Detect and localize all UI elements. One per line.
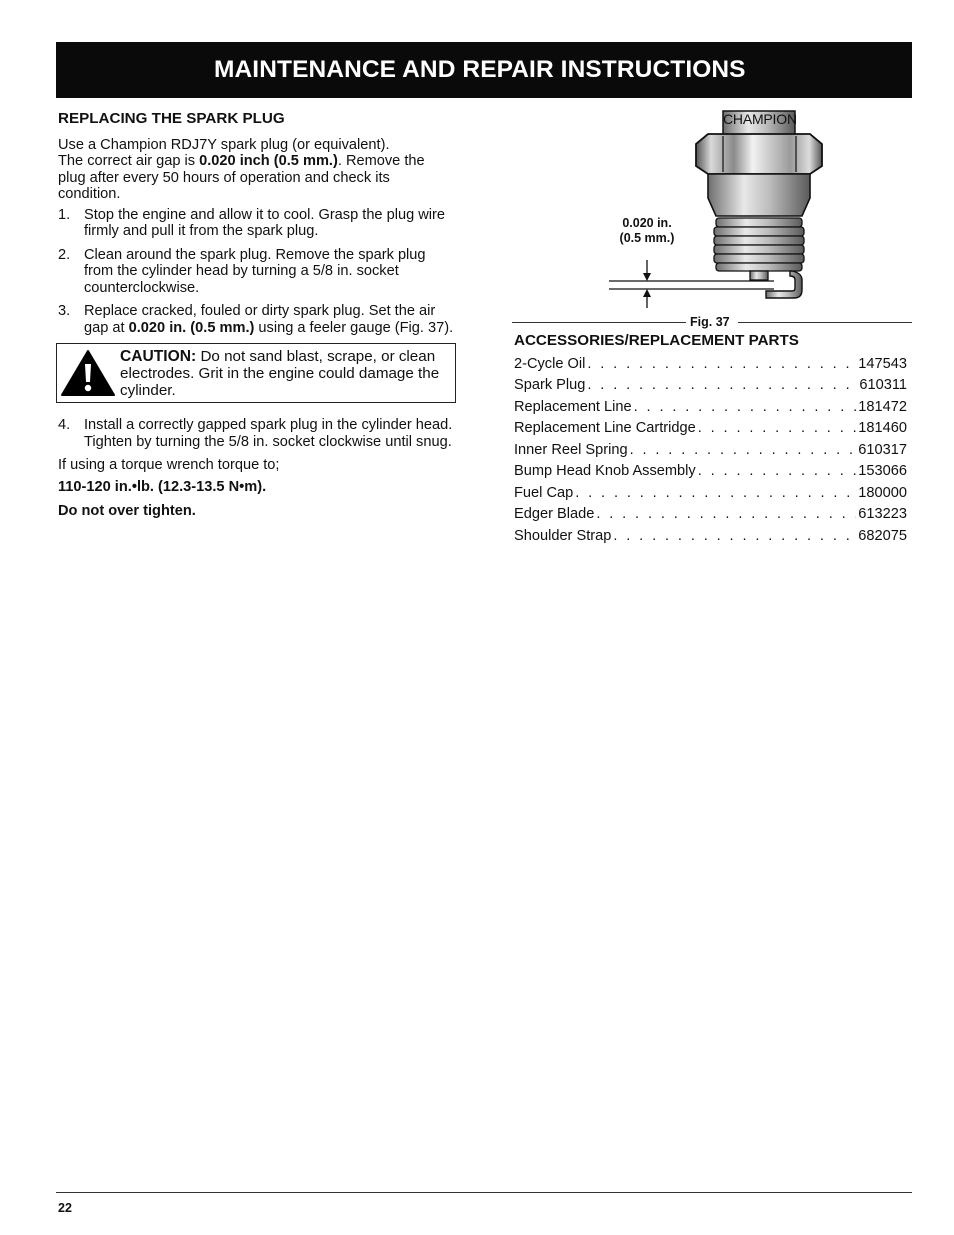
part-row: [514, 377, 907, 399]
dot-leader: [587, 377, 857, 394]
part-number: 181472: [858, 398, 907, 415]
dot-leader: [634, 399, 857, 416]
torque-intro: If using a torque wrench torque to;: [58, 457, 280, 473]
part-row: [514, 528, 907, 550]
step-text: Clean around the spark plug. Remove the spark plug from the cylinder head by turning a 5/8 in. socket counterclockwise.: [84, 246, 426, 296]
page-number: 22: [58, 1201, 72, 1215]
parts-title: ACCESSORIES/REPLACEMENT PARTS: [514, 332, 799, 349]
part-name: Replacement Line: [514, 398, 632, 415]
part-name: 2-Cycle Oil: [514, 355, 586, 372]
step-number: 1.: [58, 206, 71, 223]
part-name: Edger Blade: [514, 506, 595, 522]
part-number: 610311: [859, 377, 907, 393]
part-number: 153066: [858, 463, 907, 479]
part-row: [514, 463, 907, 485]
dot-leader: [596, 506, 856, 523]
spark-plug-section: [58, 111, 456, 520]
steps-list-continued: [58, 417, 456, 450]
part-row: [514, 485, 907, 507]
step-text-a: Replace cracked, fouled or dirty spark plug. Set the air gap at: [84, 303, 436, 336]
step-number: 2.: [58, 246, 71, 263]
intro-text-c: . Remove the plug after every 50 hours of operation and check its condition.: [58, 153, 425, 202]
torque-value: 110-120 in.•lb. (12.3-13.5 N•m).: [58, 478, 267, 495]
step-text-c: using a feeler gauge (Fig. 37).: [254, 319, 454, 336]
part-number: 613223: [858, 506, 907, 522]
caption-rule-left: [512, 322, 686, 323]
dot-leader: [630, 442, 857, 459]
part-number: 147543: [858, 355, 907, 372]
part-number: 181460: [858, 420, 907, 436]
part-number: 180000: [858, 484, 907, 501]
step-gap-value: 0.020 in. (0.5 mm.): [128, 319, 255, 336]
caution-label: CAUTION:: [120, 348, 197, 365]
part-row: [514, 420, 907, 442]
intro-gap-value: 0.020 inch (0.5 mm.): [199, 153, 338, 169]
part-row: [514, 356, 907, 378]
page-title: MAINTENANCE AND REPAIR INSTRUCTIONS: [214, 55, 746, 83]
part-name: Fuel Cap: [514, 484, 574, 501]
dot-leader: [575, 485, 856, 502]
step-number: 3.: [58, 303, 71, 319]
section-title: REPLACING THE SPARK PLUG: [58, 110, 285, 127]
figure-caption: Fig. 37: [690, 315, 730, 329]
dot-leader: [698, 463, 857, 480]
step-item: [58, 303, 456, 336]
part-row: [514, 399, 907, 421]
caution-text: [120, 348, 447, 399]
caption-rule-right: [738, 322, 912, 323]
part-number: 682075: [858, 527, 907, 544]
gap-label-in: 0.020 in.: [622, 216, 672, 230]
part-row: [514, 442, 907, 464]
steps-list: [58, 207, 456, 337]
caution-box: [56, 343, 456, 403]
part-name: Inner Reel Spring: [514, 441, 628, 458]
over-tighten-warning: Do not over tighten.: [58, 503, 196, 519]
intro-line-1: Use a Champion RDJ7Y spark plug (or equivalent).: [58, 136, 390, 153]
gap-label: [612, 216, 682, 246]
step-number: 4.: [58, 417, 71, 433]
step-item: [58, 417, 456, 450]
spark-plug-figure: [512, 108, 912, 333]
step-item: [58, 207, 456, 240]
spark-plug-illustration: [512, 108, 912, 308]
dot-leader: [613, 528, 856, 545]
dot-leader: [587, 356, 856, 373]
step-item: [58, 247, 456, 297]
intro-text-a: The correct air gap is: [58, 153, 200, 169]
intro-paragraph: [58, 137, 456, 203]
part-number: 610317: [858, 441, 907, 458]
step-text: Stop the engine and allow it to cool. Grasp the plug wire firmly and pull it from the spark plug.: [84, 206, 446, 239]
gap-label-mm: (0.5 mm.): [619, 231, 675, 245]
parts-list: [514, 356, 907, 550]
part-name: Shoulder Strap: [514, 527, 612, 544]
footer-rule: [56, 1192, 912, 1193]
part-name: Spark Plug: [514, 377, 586, 393]
page-header: [56, 42, 912, 98]
part-row: [514, 506, 907, 528]
step-text: Install a correctly gapped spark plug in the cylinder head. Tighten by turning the 5/8 in. socket clockwise until snug.: [84, 417, 453, 450]
warning-icon: [60, 349, 116, 397]
caution-message: Do not sand blast, scrape, or clean electrodes. Grit in the engine could damage the cylinder.: [120, 348, 440, 399]
part-name: Bump Head Knob Assembly: [514, 463, 696, 479]
part-name: Replacement Line Cartridge: [514, 420, 696, 436]
dot-leader: [698, 420, 857, 437]
parts-section: [514, 333, 907, 549]
brand-label: CHAMPION: [723, 111, 797, 127]
